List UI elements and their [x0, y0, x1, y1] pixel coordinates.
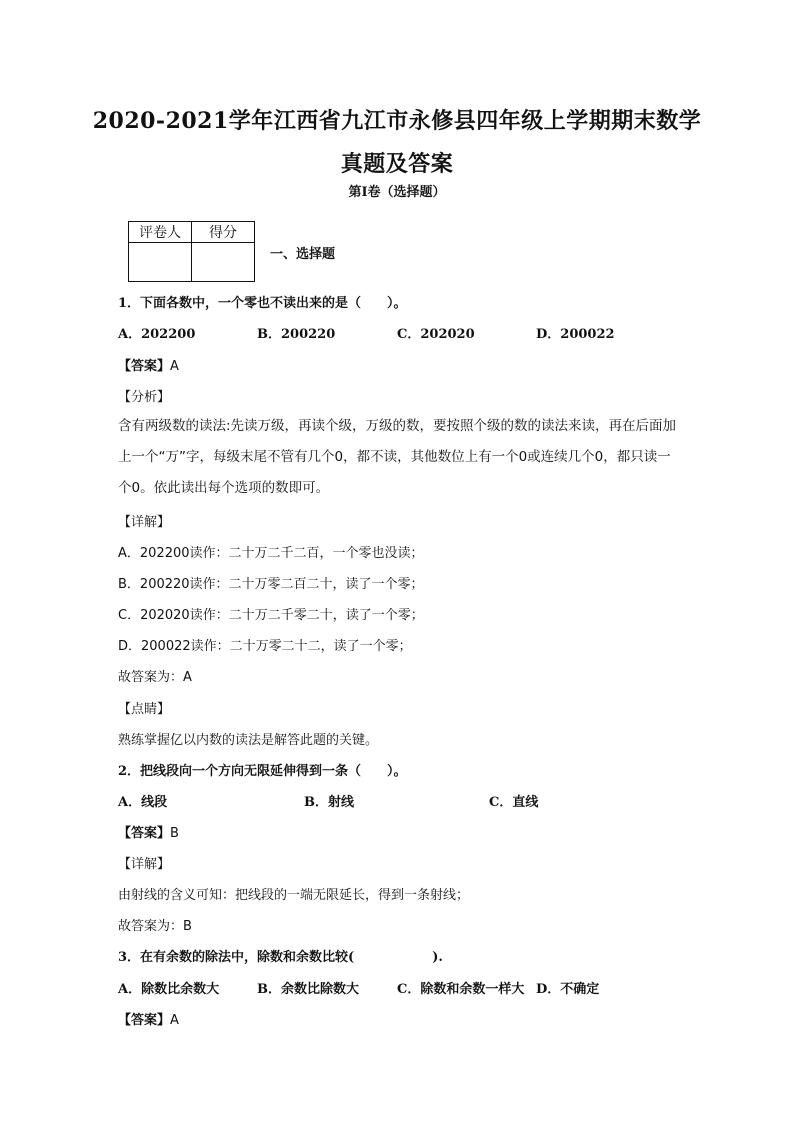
q2-answer: B [170, 826, 179, 841]
q2-question: 2．把线段向一个方向无限延伸得到一条（ ）。 [118, 764, 407, 779]
q1-option-d: D．200022 [536, 327, 615, 342]
score-table-header-grader: 评卷人 [129, 222, 192, 243]
q3-answer: A [170, 1013, 179, 1028]
q1-answer-label: 【答案】 [118, 359, 171, 374]
q1-conclusion: 故答案为：A [118, 670, 192, 685]
q1-analysis: 含有两级数的读法:先读万级，再读个级，万级的数，要按照个级的数的读法来读，再在后面加上一个“万”字，每级末尾不管有几个0，都不读，其他数位上有一个0或连续几个0，都只读一个0。依此读出每个选项的数即可。 [118, 418, 677, 496]
q3-question: 3．在有余数的除法中，除数和余数比较( ). [118, 950, 443, 965]
q2-answer-line [118, 822, 179, 841]
q2-detail-label: 【详解】 [118, 857, 171, 872]
title-line-2: 真题及答案 [340, 151, 454, 177]
q1-answer: A [170, 359, 179, 374]
title-line-1: 2020-2021学年江西省九江市永修县四年级上学期期末数学 [92, 108, 702, 134]
q3-option-c: C．除数和余数一样大 [397, 982, 525, 997]
q3-answer-label: 【答案】 [118, 1013, 171, 1028]
q3-option-d: D．不确定 [536, 982, 600, 997]
q1-detail-label: 【详解】 [118, 515, 171, 530]
q1-option-a: A．202200 [118, 327, 196, 342]
q1-detail-b: B．200220读作：二十万零二百二十，读了一个零； [118, 577, 424, 592]
q2-answer-label: 【答案】 [118, 826, 171, 841]
score-table-grader-cell [129, 243, 192, 282]
q1-option-c: C．202020 [397, 327, 475, 342]
q1-detail-a: A．202200读作：二十万二千二百，一个零也没读； [118, 546, 424, 561]
score-table-score-cell [192, 243, 255, 282]
section-heading: 一、选择题 [270, 247, 336, 262]
q1-detail-c: C．202020读作：二十万二千零二十，读了一个零； [118, 608, 424, 623]
score-table [128, 221, 255, 282]
q2-detail: 由射线的含义可知：把线段的一端无限延长，得到一条射线； [118, 888, 470, 903]
score-table-header-score: 得分 [192, 222, 255, 243]
q1-question: 1．下面各数中，一个零也不读出来的是（ ）。 [118, 296, 407, 311]
q2-option-a: A．线段 [118, 795, 168, 810]
q1-option-b: B．200220 [257, 327, 336, 342]
q1-analysis-label: 【分析】 [118, 390, 171, 405]
q3-option-a: A．除数比余数大 [118, 982, 220, 997]
q1-tip: 熟练掌握亿以内数的读法是解答此题的关键。 [118, 733, 379, 748]
q1-tip-label: 【点睛】 [118, 702, 171, 717]
q1-answer-line [118, 355, 179, 374]
q3-option-b: B．余数比除数大 [257, 982, 359, 997]
q2-option-b: B．射线 [304, 795, 354, 810]
volume-label: 第I卷（选择题） [348, 185, 446, 200]
q3-answer-line [118, 1009, 179, 1028]
q2-option-c: C．直线 [489, 795, 539, 810]
q1-detail-d: D．200022读作：二十万零二十二，读了一个零； [118, 639, 412, 654]
q2-conclusion: 故答案为：B [118, 919, 192, 934]
